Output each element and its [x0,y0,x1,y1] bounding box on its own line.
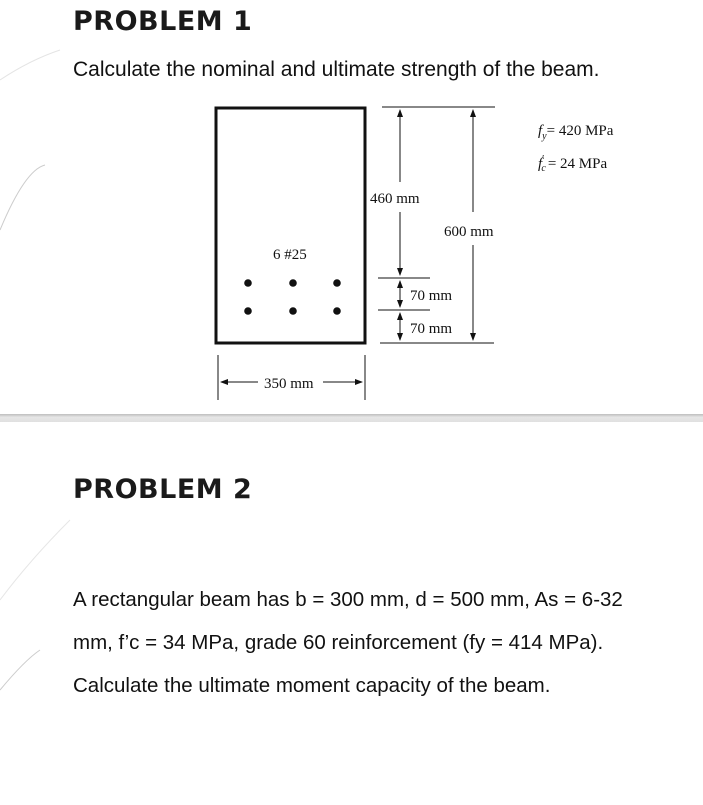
problem-2-title: PROBLEM 2 [73,474,253,505]
rebar-dots [244,279,341,315]
dim-70-bottom: 70 mm [410,321,453,337]
beam-section [216,108,365,343]
dim-460: 460 mm [370,191,420,207]
fc-label: f′ c = 24 MPa [538,154,608,174]
bars-label: 6 #25 [273,247,307,263]
problem-1-text: Calculate the nominal and ultimate strength of the beam. [73,58,600,81]
problem-2-text: A rectangular beam has b = 300 mm, d = 500 mm, As = 6-32 mm, f’c = 34 MPa, grade 60 reinforcement (fy = 414 MPa). Calculate the ultimate moment capacity of the beam. [73,588,623,697]
fy-label: $f_y= 420$ MPa [538,123,614,142]
dim-600: 600 mm [444,224,494,240]
section-divider [0,414,703,422]
problem-1-title: PROBLEM 1 [73,6,253,37]
dim-70-top: 70 mm [410,288,453,304]
dim-350: 350 mm [264,376,314,392]
